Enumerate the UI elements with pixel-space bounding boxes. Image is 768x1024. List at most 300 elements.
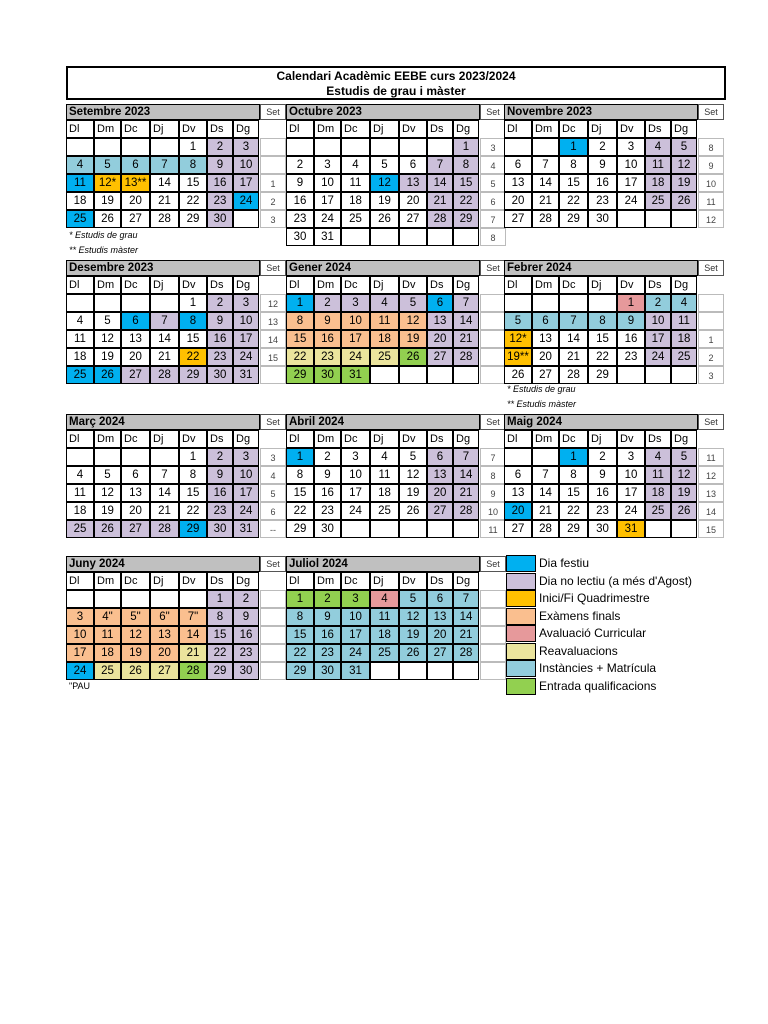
day-cell: 22 bbox=[179, 348, 207, 366]
day-cell: 3 bbox=[617, 138, 645, 156]
day-cell: 9 bbox=[588, 156, 617, 174]
day-cell: 24 bbox=[341, 644, 370, 662]
day-cell: 4 bbox=[671, 294, 697, 312]
day-cell: 27 bbox=[504, 210, 532, 228]
day-cell: 23 bbox=[207, 502, 233, 520]
day-cell: 28 bbox=[179, 662, 207, 680]
empty-cell bbox=[94, 448, 121, 466]
empty-cell bbox=[504, 448, 532, 466]
empty-cell bbox=[532, 138, 559, 156]
day-cell: 26 bbox=[399, 348, 427, 366]
day-cell: 16 bbox=[314, 484, 341, 502]
day-cell: 3 bbox=[233, 294, 259, 312]
day-cell: 13 bbox=[504, 484, 532, 502]
day-cell: 26 bbox=[399, 644, 427, 662]
weekday-header: Dc bbox=[121, 276, 150, 294]
weekday-header: Dv bbox=[399, 572, 427, 590]
legend-swatch bbox=[506, 660, 536, 677]
day-cell: 22 bbox=[286, 348, 314, 366]
day-cell: 11 bbox=[66, 484, 94, 502]
title-line-1: Calendari Acadèmic EEBE curs 2023/2024 bbox=[276, 69, 516, 83]
day-cell: 29 bbox=[179, 520, 207, 538]
day-cell: 7 bbox=[559, 312, 588, 330]
day-cell: 11 bbox=[341, 174, 370, 192]
week-column-header: Set bbox=[480, 414, 506, 430]
week-number: 3 bbox=[698, 366, 724, 384]
empty-cell bbox=[150, 138, 179, 156]
week-number: 1 bbox=[698, 330, 724, 348]
day-cell: 30 bbox=[314, 520, 341, 538]
day-cell: 6 bbox=[504, 466, 532, 484]
weekday-header: Dl bbox=[66, 430, 94, 448]
day-cell: 21 bbox=[559, 348, 588, 366]
day-cell: 22 bbox=[207, 644, 233, 662]
day-cell: 2 bbox=[207, 294, 233, 312]
day-cell: 7 bbox=[532, 156, 559, 174]
day-cell: 8 bbox=[286, 608, 314, 626]
day-cell: 26 bbox=[121, 662, 150, 680]
empty-cell bbox=[341, 138, 370, 156]
week-number: 10 bbox=[480, 502, 506, 520]
day-cell: 20 bbox=[504, 192, 532, 210]
empty-cell bbox=[179, 590, 207, 608]
month-name: Març 2024 bbox=[66, 414, 260, 430]
day-cell: 11 bbox=[645, 466, 671, 484]
weekday-header: Dv bbox=[399, 430, 427, 448]
day-cell: 6 bbox=[121, 156, 150, 174]
day-cell: 26 bbox=[399, 502, 427, 520]
day-cell: 16 bbox=[233, 626, 259, 644]
empty-cell bbox=[370, 662, 399, 680]
day-cell: 10 bbox=[314, 174, 341, 192]
day-cell: 27 bbox=[399, 210, 427, 228]
weekday-header: Dg bbox=[233, 120, 259, 138]
day-cell: 29 bbox=[207, 662, 233, 680]
note-pau: "PAU bbox=[69, 681, 91, 691]
legend-label: Instàncies + Matrícula bbox=[539, 661, 657, 675]
weekday-header: Dl bbox=[504, 120, 532, 138]
day-cell: 27 bbox=[121, 520, 150, 538]
day-cell: 6 bbox=[121, 312, 150, 330]
day-cell: 2 bbox=[645, 294, 671, 312]
day-cell: 26 bbox=[370, 210, 399, 228]
day-cell: 15 bbox=[286, 484, 314, 502]
day-cell: 25 bbox=[645, 502, 671, 520]
empty-cell bbox=[341, 228, 370, 246]
day-cell: 28 bbox=[453, 348, 479, 366]
empty-cell bbox=[588, 294, 617, 312]
day-cell: 3 bbox=[617, 448, 645, 466]
empty-cell bbox=[370, 520, 399, 538]
day-cell: 13** bbox=[121, 174, 150, 192]
day-cell: 22 bbox=[286, 644, 314, 662]
weekday-header: Dc bbox=[341, 572, 370, 590]
day-cell: 30 bbox=[314, 662, 341, 680]
day-cell: 8 bbox=[559, 466, 588, 484]
day-cell: 30 bbox=[588, 210, 617, 228]
day-cell: 20 bbox=[532, 348, 559, 366]
day-cell: 7 bbox=[453, 590, 479, 608]
weekday-header: Dg bbox=[453, 430, 479, 448]
day-cell: 7 bbox=[150, 466, 179, 484]
day-cell: 4 bbox=[370, 294, 399, 312]
week-number: 2 bbox=[698, 348, 724, 366]
day-cell: 6 bbox=[427, 294, 453, 312]
day-cell: 25 bbox=[370, 644, 399, 662]
day-cell: 29 bbox=[179, 366, 207, 384]
day-cell: 7 bbox=[150, 156, 179, 174]
week-number: 3 bbox=[480, 138, 506, 156]
weekday-header: Dv bbox=[399, 120, 427, 138]
day-cell: 24 bbox=[617, 192, 645, 210]
week-number bbox=[480, 366, 506, 384]
day-cell: 18 bbox=[645, 484, 671, 502]
day-cell: 30 bbox=[286, 228, 314, 246]
day-cell: 10 bbox=[233, 466, 259, 484]
day-cell: 22 bbox=[453, 192, 479, 210]
weekday-header: Dc bbox=[559, 120, 588, 138]
day-cell: 30 bbox=[207, 210, 233, 228]
day-cell: 14 bbox=[150, 330, 179, 348]
day-cell: 7 bbox=[453, 294, 479, 312]
weekday-header: Dj bbox=[370, 276, 399, 294]
day-cell: 20 bbox=[427, 626, 453, 644]
week-number: 13 bbox=[260, 312, 286, 330]
day-cell: 4 bbox=[370, 448, 399, 466]
weekday-header: Ds bbox=[207, 430, 233, 448]
day-cell: 21 bbox=[427, 192, 453, 210]
day-cell: 17 bbox=[233, 174, 259, 192]
day-cell: 29 bbox=[286, 366, 314, 384]
week-number: 1 bbox=[260, 174, 286, 192]
month-name: Juliol 2024 bbox=[286, 556, 480, 572]
day-cell: 1 bbox=[453, 138, 479, 156]
month-name: Novembre 2023 bbox=[504, 104, 698, 120]
day-cell: 7 bbox=[150, 312, 179, 330]
week-column-header: Set bbox=[260, 556, 286, 572]
empty-cell bbox=[399, 662, 427, 680]
day-cell: 2 bbox=[588, 448, 617, 466]
week-column-header: Set bbox=[698, 260, 724, 276]
day-cell: 8 bbox=[559, 156, 588, 174]
weekday-header: Ds bbox=[207, 120, 233, 138]
day-cell: 25 bbox=[645, 192, 671, 210]
week-number bbox=[260, 156, 286, 174]
weekday-header: Dg bbox=[671, 120, 697, 138]
week-number: 2 bbox=[260, 192, 286, 210]
day-cell: 22 bbox=[588, 348, 617, 366]
legend-swatch bbox=[506, 590, 536, 607]
day-cell: 26 bbox=[94, 210, 121, 228]
day-cell: 15 bbox=[179, 330, 207, 348]
day-cell: 9 bbox=[588, 466, 617, 484]
day-cell: 25 bbox=[66, 210, 94, 228]
weekday-header: Dv bbox=[179, 120, 207, 138]
day-cell: 26 bbox=[94, 520, 121, 538]
weekday-header: Dm bbox=[314, 120, 341, 138]
day-cell: 2 bbox=[207, 448, 233, 466]
day-cell: 8 bbox=[179, 466, 207, 484]
week-number: 5 bbox=[480, 174, 506, 192]
day-cell: 11 bbox=[645, 156, 671, 174]
day-cell: 11 bbox=[370, 466, 399, 484]
week-number: 3 bbox=[260, 210, 286, 228]
day-cell: 7 bbox=[453, 448, 479, 466]
empty-cell bbox=[399, 228, 427, 246]
weekday-header: Dm bbox=[94, 276, 121, 294]
day-cell: 20 bbox=[121, 192, 150, 210]
day-cell: 19 bbox=[399, 484, 427, 502]
day-cell: 22 bbox=[179, 192, 207, 210]
week-number bbox=[260, 662, 286, 680]
week-number: 15 bbox=[698, 520, 724, 538]
weekday-header: Dc bbox=[121, 120, 150, 138]
day-cell: 26 bbox=[504, 366, 532, 384]
day-cell: 8 bbox=[207, 608, 233, 626]
weekday-header: Dv bbox=[179, 276, 207, 294]
empty-cell bbox=[94, 590, 121, 608]
weekday-header: Dg bbox=[233, 430, 259, 448]
day-cell: 25 bbox=[66, 520, 94, 538]
weekday-header: Ds bbox=[427, 276, 453, 294]
day-cell: 18 bbox=[370, 626, 399, 644]
day-cell: 10 bbox=[617, 156, 645, 174]
day-cell: 3 bbox=[341, 294, 370, 312]
day-cell: 20 bbox=[504, 502, 532, 520]
day-cell: 19 bbox=[399, 626, 427, 644]
day-cell: 3 bbox=[341, 590, 370, 608]
day-cell: 14 bbox=[427, 174, 453, 192]
week-number bbox=[480, 330, 506, 348]
empty-cell bbox=[66, 590, 94, 608]
day-cell: 28 bbox=[427, 210, 453, 228]
empty-cell bbox=[286, 138, 314, 156]
week-number: 9 bbox=[698, 156, 724, 174]
day-cell: 20 bbox=[121, 502, 150, 520]
day-cell: 24 bbox=[233, 502, 259, 520]
day-cell: 12 bbox=[370, 174, 399, 192]
day-cell: 12 bbox=[94, 484, 121, 502]
empty-cell bbox=[399, 520, 427, 538]
day-cell: 8 bbox=[179, 312, 207, 330]
day-cell: 2 bbox=[207, 138, 233, 156]
day-cell: 16 bbox=[207, 484, 233, 502]
empty-cell bbox=[150, 590, 179, 608]
week-number bbox=[260, 366, 286, 384]
day-cell: 9 bbox=[207, 466, 233, 484]
week-number bbox=[480, 590, 506, 608]
day-cell: 21 bbox=[179, 644, 207, 662]
day-cell: 18 bbox=[94, 644, 121, 662]
week-column-header: Set bbox=[260, 414, 286, 430]
day-cell: 13 bbox=[427, 312, 453, 330]
day-cell: 10 bbox=[341, 466, 370, 484]
empty-cell bbox=[453, 228, 479, 246]
week-number bbox=[480, 312, 506, 330]
legend-swatch bbox=[506, 608, 536, 625]
legend-label: Inici/Fi Quadrimestre bbox=[539, 591, 650, 605]
day-cell: 9 bbox=[314, 312, 341, 330]
empty-cell bbox=[399, 366, 427, 384]
weekday-header: Dv bbox=[179, 572, 207, 590]
empty-cell bbox=[66, 138, 94, 156]
empty-cell bbox=[559, 294, 588, 312]
weekday-header: Dl bbox=[66, 276, 94, 294]
weekday-header: Dl bbox=[286, 572, 314, 590]
day-cell: 10 bbox=[617, 466, 645, 484]
day-cell: 1 bbox=[286, 590, 314, 608]
weekday-header: Dg bbox=[671, 430, 697, 448]
day-cell: 23 bbox=[588, 502, 617, 520]
weekday-header: Dg bbox=[671, 276, 697, 294]
day-cell: 27 bbox=[532, 366, 559, 384]
day-cell: 1 bbox=[179, 448, 207, 466]
day-cell: 14 bbox=[150, 174, 179, 192]
day-cell: 13 bbox=[121, 330, 150, 348]
weekday-header: Ds bbox=[427, 430, 453, 448]
day-cell: 2 bbox=[588, 138, 617, 156]
day-cell: 23 bbox=[207, 348, 233, 366]
day-cell: 26 bbox=[671, 502, 697, 520]
day-cell: 25 bbox=[370, 348, 399, 366]
weekday-header: Dv bbox=[399, 276, 427, 294]
day-cell: 15 bbox=[207, 626, 233, 644]
day-cell: 24 bbox=[341, 348, 370, 366]
week-number: 5 bbox=[260, 484, 286, 502]
legend-swatch bbox=[506, 643, 536, 660]
empty-cell bbox=[504, 138, 532, 156]
day-cell: 26 bbox=[94, 366, 121, 384]
weekday-header: Dj bbox=[588, 120, 617, 138]
day-cell: 13 bbox=[399, 174, 427, 192]
day-cell: 16 bbox=[588, 174, 617, 192]
day-cell: 17 bbox=[233, 330, 259, 348]
day-cell: 3 bbox=[341, 448, 370, 466]
day-cell: 19 bbox=[399, 330, 427, 348]
month-name: Setembre 2023 bbox=[66, 104, 260, 120]
week-number: 12 bbox=[698, 466, 724, 484]
day-cell: 7 bbox=[427, 156, 453, 174]
title-line-2: Estudis de grau i màster bbox=[326, 84, 466, 98]
day-cell: 17 bbox=[341, 484, 370, 502]
day-cell: 31 bbox=[341, 662, 370, 680]
week-number: 10 bbox=[698, 174, 724, 192]
day-cell: 9 bbox=[314, 466, 341, 484]
day-cell: 12 bbox=[399, 608, 427, 626]
day-cell: 26 bbox=[671, 192, 697, 210]
empty-cell bbox=[504, 294, 532, 312]
empty-cell bbox=[370, 228, 399, 246]
day-cell: 10 bbox=[233, 312, 259, 330]
day-cell: 16 bbox=[314, 330, 341, 348]
legend-label: Dia festiu bbox=[539, 556, 590, 570]
weekday-header: Dj bbox=[370, 572, 399, 590]
day-cell: 10 bbox=[341, 312, 370, 330]
day-cell: 1 bbox=[286, 448, 314, 466]
empty-cell bbox=[314, 138, 341, 156]
day-cell: 12 bbox=[671, 156, 697, 174]
day-cell: 30 bbox=[207, 366, 233, 384]
day-cell: 15 bbox=[588, 330, 617, 348]
day-cell: 1 bbox=[179, 294, 207, 312]
day-cell: 31 bbox=[233, 520, 259, 538]
empty-cell bbox=[121, 590, 150, 608]
day-cell: 9 bbox=[233, 608, 259, 626]
week-number bbox=[698, 294, 724, 312]
day-cell: 24 bbox=[233, 192, 259, 210]
empty-cell bbox=[94, 294, 121, 312]
day-cell: 16 bbox=[207, 330, 233, 348]
day-cell: 29 bbox=[559, 210, 588, 228]
week-column-header: Set bbox=[480, 260, 506, 276]
day-cell: 4" bbox=[94, 608, 121, 626]
empty-cell bbox=[66, 448, 94, 466]
week-number: 7 bbox=[480, 448, 506, 466]
weekday-header: Dj bbox=[370, 430, 399, 448]
day-cell: 31 bbox=[314, 228, 341, 246]
day-cell: 31 bbox=[617, 520, 645, 538]
week-column-header: Set bbox=[698, 414, 724, 430]
day-cell: 14 bbox=[453, 608, 479, 626]
day-cell: 23 bbox=[314, 502, 341, 520]
week-number: 14 bbox=[698, 502, 724, 520]
day-cell: 13 bbox=[121, 484, 150, 502]
week-number bbox=[260, 138, 286, 156]
day-cell: 23 bbox=[314, 644, 341, 662]
empty-cell bbox=[341, 520, 370, 538]
day-cell: 12 bbox=[94, 330, 121, 348]
day-cell: 21 bbox=[453, 484, 479, 502]
day-cell: 10 bbox=[66, 626, 94, 644]
week-number: 9 bbox=[480, 484, 506, 502]
weekday-header: Dc bbox=[341, 430, 370, 448]
day-cell: 8 bbox=[179, 156, 207, 174]
week-number bbox=[260, 626, 286, 644]
empty-cell bbox=[645, 210, 671, 228]
weekday-header: Dm bbox=[314, 276, 341, 294]
week-number bbox=[480, 348, 506, 366]
day-cell: 16 bbox=[314, 626, 341, 644]
week-number bbox=[480, 608, 506, 626]
day-cell: 12 bbox=[399, 466, 427, 484]
day-cell: 5 bbox=[370, 156, 399, 174]
weekday-header: Dc bbox=[559, 430, 588, 448]
day-cell: 14 bbox=[150, 484, 179, 502]
day-cell: 22 bbox=[559, 502, 588, 520]
weekday-header: Dv bbox=[179, 430, 207, 448]
weekday-header: Ds bbox=[207, 276, 233, 294]
weekday-header: Dv bbox=[617, 276, 645, 294]
day-cell: 3 bbox=[233, 138, 259, 156]
weekday-header: Dl bbox=[504, 276, 532, 294]
day-cell: 2 bbox=[314, 590, 341, 608]
day-cell: 27 bbox=[150, 662, 179, 680]
day-cell: 5 bbox=[671, 448, 697, 466]
week-number: 4 bbox=[480, 156, 506, 174]
day-cell: 18 bbox=[66, 192, 94, 210]
day-cell: 10 bbox=[233, 156, 259, 174]
legend-label: Reavaluacions bbox=[539, 643, 618, 658]
day-cell: 6 bbox=[121, 466, 150, 484]
week-number bbox=[480, 626, 506, 644]
weekday-header: Dc bbox=[341, 120, 370, 138]
day-cell: 29 bbox=[588, 366, 617, 384]
day-cell: 23 bbox=[233, 644, 259, 662]
legend-swatch bbox=[506, 573, 536, 590]
weekday-header: Dc bbox=[121, 430, 150, 448]
day-cell: 5 bbox=[94, 466, 121, 484]
empty-cell bbox=[617, 210, 645, 228]
